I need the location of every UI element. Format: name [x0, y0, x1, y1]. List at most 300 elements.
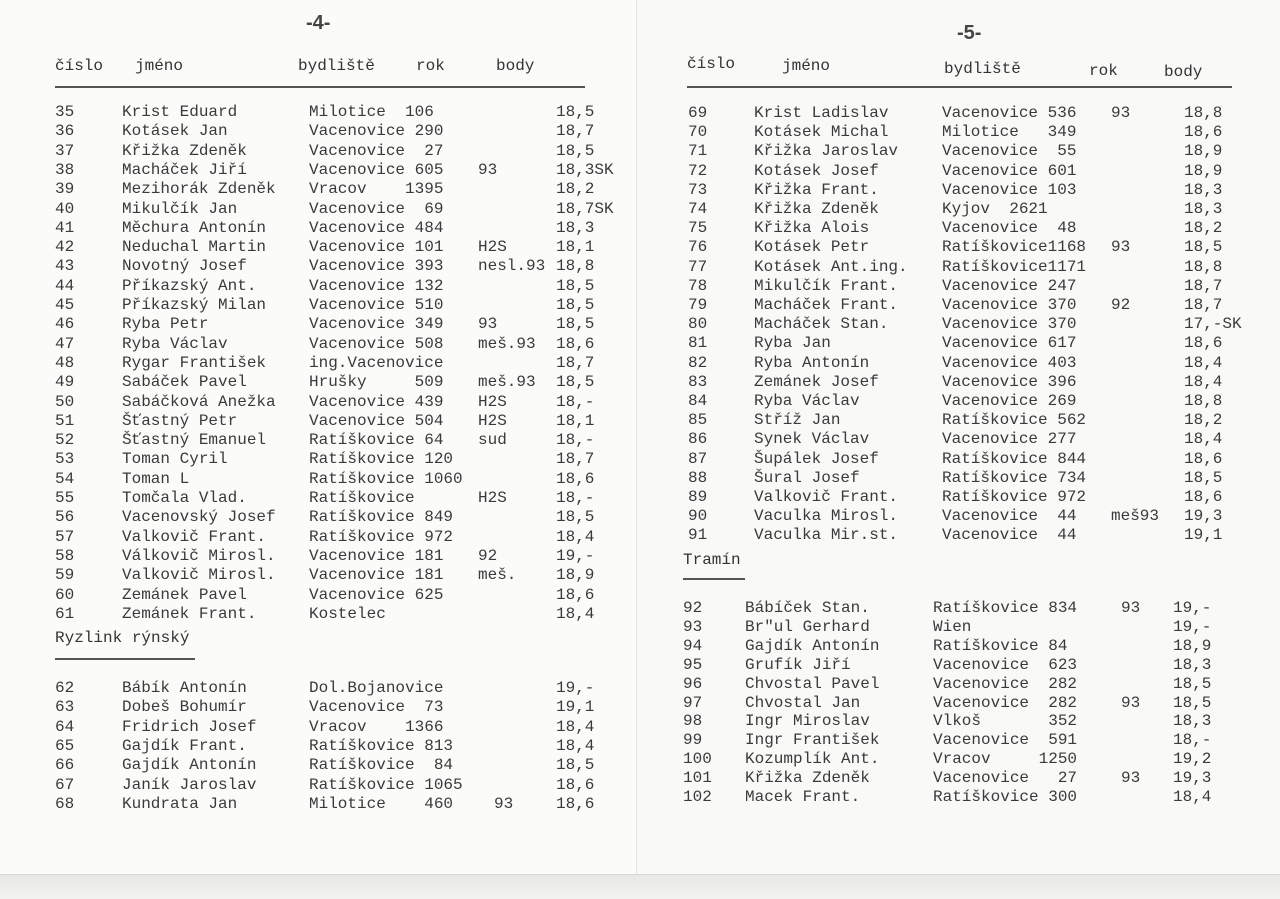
entry-residence: Wien — [933, 617, 972, 636]
entry-points: 18,5 — [556, 373, 595, 392]
entry-residence: ing.Vacenovice — [309, 353, 444, 372]
entry-name: Vaculka Mirosl. — [754, 507, 899, 526]
entry-points: 18,9 — [1173, 636, 1212, 655]
entry-name: Gajdík Frant. — [122, 736, 247, 755]
table-row — [637, 694, 1280, 713]
table-row — [637, 469, 1280, 488]
entry-points: 19,- — [1173, 617, 1212, 636]
table-row — [0, 315, 636, 334]
entry-number: 98 — [683, 712, 703, 731]
entry-name: Janík Jaroslav — [122, 775, 257, 794]
entry-name: Mikulčík Jan — [122, 199, 238, 218]
entry-points: 18,5 — [556, 276, 595, 295]
entry-name: Kozumplík Ant. — [745, 750, 880, 769]
entry-points: 18,3 — [556, 218, 595, 237]
table-row — [637, 123, 1280, 142]
entry-residence: Vacenovice 504 — [309, 411, 444, 430]
entry-name: Ingr Miroslav — [745, 712, 870, 731]
entry-residence: Vacenovice 282 — [933, 674, 1078, 693]
entry-year-note: sud — [478, 431, 507, 450]
table-row — [637, 258, 1280, 277]
entry-year-note: 92 — [478, 546, 498, 565]
entry-number: 67 — [55, 775, 75, 794]
entry-points: 18,5 — [1184, 468, 1223, 487]
section-rule — [683, 578, 745, 580]
entry-points: 18,- — [1173, 731, 1212, 750]
entry-number: 35 — [55, 103, 75, 121]
entry-residence: Ratíškovice 734 — [942, 468, 1087, 487]
table-row — [0, 737, 636, 756]
entry-points: 18,1 — [556, 411, 595, 430]
entry-residence: Vacenovice 605 — [309, 160, 444, 179]
entry-name: Macek Frant. — [745, 788, 861, 806]
entry-points: 18,7SK — [556, 199, 614, 218]
entry-year-note: 93 — [1111, 238, 1131, 257]
entry-points: 18,2 — [1184, 219, 1223, 238]
entry-residence: Vacenovice 484 — [309, 218, 444, 237]
table-row — [0, 586, 636, 605]
entry-year-note: H2S — [478, 411, 507, 430]
entry-residence: Vacenovice 247 — [942, 276, 1077, 295]
entry-residence: Ratíškovice1168 — [942, 238, 1087, 257]
entry-year-note: H2S — [478, 489, 507, 507]
entry-name: Dobeš Bohumír — [122, 698, 247, 717]
entry-residence: Ratíškovice 1065 — [309, 775, 463, 794]
entry-residence: Vacenovice 617 — [942, 334, 1077, 353]
entry-points: 18,8 — [556, 257, 595, 276]
table-row — [637, 769, 1280, 788]
entry-number: 57 — [55, 527, 75, 546]
entry-residence: Kostelec — [309, 604, 386, 623]
table-row — [637, 599, 1280, 618]
entry-points: 18,3 — [1184, 180, 1223, 199]
entry-name: Macháček Frant. — [754, 296, 899, 314]
entry-number: 69 — [688, 104, 708, 122]
left-page — [0, 0, 637, 898]
entry-name: Kotásek Michal — [754, 123, 889, 142]
table-row — [0, 528, 636, 547]
entry-residence: Vracov 1395 — [309, 180, 444, 199]
entry-residence: Vacenovice 103 — [942, 180, 1077, 199]
header-cislo: číslo — [55, 57, 104, 75]
entry-number: 51 — [55, 411, 75, 430]
header-rule — [55, 86, 585, 88]
entry-points: 17,-SK — [1184, 315, 1242, 334]
header-rok: rok — [1089, 62, 1118, 80]
entry-name: Valkovič Frant. — [122, 527, 267, 546]
entry-points: 19,- — [1173, 599, 1212, 617]
table-row — [0, 795, 636, 814]
entry-name: Ryba Petr — [122, 315, 209, 334]
entry-number: 94 — [683, 636, 703, 655]
entry-name: Bábíček Stan. — [745, 599, 870, 617]
entry-name: Rygar František — [122, 353, 267, 372]
entry-name: Kotásek Jan — [122, 122, 228, 141]
entry-number: 90 — [688, 507, 708, 526]
table-row — [637, 675, 1280, 694]
entry-residence: Vacenovice 508 — [309, 334, 444, 353]
entry-number: 101 — [683, 769, 712, 788]
table-row — [637, 277, 1280, 296]
entry-number: 62 — [55, 679, 75, 697]
page-number: -5- — [957, 22, 982, 44]
entry-name: Sabáčková Anežka — [122, 392, 276, 411]
table-row — [637, 488, 1280, 507]
entry-points: 19,3 — [1173, 769, 1212, 788]
table-row — [637, 296, 1280, 315]
table-row — [0, 431, 636, 450]
table-row — [0, 489, 636, 508]
entry-residence: Ratíškovice 849 — [309, 508, 454, 527]
entry-points: 18,- — [556, 489, 595, 507]
table-row — [637, 238, 1280, 257]
entry-points: 18,3 — [1173, 655, 1212, 674]
entry-name: Ingr František — [745, 731, 880, 750]
entry-points: 18,2 — [1184, 411, 1223, 430]
entry-number: 86 — [688, 430, 708, 449]
entry-residence: Vacenovice 181 — [309, 546, 444, 565]
entry-residence: Vacenovice 269 — [942, 392, 1077, 410]
header-rule — [687, 86, 1232, 88]
entry-points: 19,3 — [1184, 507, 1223, 526]
entry-points: 18,6 — [1184, 123, 1223, 142]
table-row — [637, 200, 1280, 219]
entry-year-note: meš.93 — [478, 373, 536, 392]
entry-year-note: 93 — [1121, 693, 1141, 712]
right-page — [637, 0, 1280, 898]
table-row — [637, 656, 1280, 675]
entry-number: 92 — [683, 599, 703, 617]
entry-points: 18,5 — [556, 103, 595, 121]
entry-number: 61 — [55, 604, 75, 623]
entry-number: 102 — [683, 788, 712, 806]
table-row — [0, 412, 636, 431]
entry-residence: Vacenovice 370 — [942, 315, 1077, 334]
entry-points: 19,- — [556, 679, 595, 697]
entry-residence: Milotice 460 — [309, 794, 454, 813]
entry-number: 43 — [55, 257, 75, 276]
entry-name: Vacenovský Josef — [122, 508, 276, 527]
entry-name: Valkovič Mirosl. — [122, 566, 276, 585]
table-row — [0, 566, 636, 585]
entry-residence: Vacenovice 349 — [309, 315, 444, 334]
entry-name: Mezihorák Zdeněk — [122, 180, 276, 199]
table-row — [637, 104, 1280, 123]
entry-number: 71 — [688, 142, 708, 161]
entry-points: 18,5 — [1184, 238, 1223, 257]
entry-year-note: 92 — [1111, 296, 1131, 314]
entry-residence: Vacenovice 132 — [309, 276, 444, 295]
table-row — [637, 507, 1280, 526]
table-row — [637, 162, 1280, 181]
entry-name: Macháček Jiří — [122, 160, 247, 179]
table-row — [637, 354, 1280, 373]
table-row — [0, 277, 636, 296]
entry-residence: Vacenovice 623 — [933, 655, 1078, 674]
entry-residence: Vacenovice 393 — [309, 257, 444, 276]
entry-residence: Milotice 106 — [309, 103, 434, 121]
entry-residence: Ratíškovice 120 — [309, 450, 454, 469]
entry-points: 18,4 — [556, 604, 595, 623]
entry-points: 18,7 — [556, 122, 595, 141]
entry-points: 18,7 — [1184, 296, 1223, 314]
entry-residence: Vacenovice 536 — [942, 104, 1077, 122]
entry-points: 18,6 — [1184, 334, 1223, 353]
entry-number: 37 — [55, 141, 75, 160]
entry-name: Br"ul Gerhard — [745, 617, 870, 636]
entry-residence: Ratíškovice 84 — [933, 636, 1068, 655]
entry-name: Kundrata Jan — [122, 794, 238, 813]
entry-points: 18,2 — [556, 180, 595, 199]
entry-points: 18,5 — [556, 315, 595, 334]
entry-name: Křižka Alois — [754, 219, 870, 238]
table-row — [0, 470, 636, 489]
entry-residence: Hrušky 509 — [309, 373, 444, 392]
entry-number: 59 — [55, 566, 75, 585]
entry-year-note: meš. — [478, 566, 517, 585]
table-row — [0, 679, 636, 698]
page-edge-shadow — [0, 874, 1280, 899]
entry-name: Zemánek Josef — [754, 372, 879, 391]
entry-residence: Vacenovice 44 — [942, 526, 1077, 545]
entry-name: Chvostal Pavel — [745, 674, 880, 693]
section-rule — [55, 658, 195, 660]
entry-points: 18,7 — [1184, 276, 1223, 295]
entry-number: 81 — [688, 334, 708, 353]
entry-number: 68 — [55, 794, 75, 813]
entry-residence: Vacenovice 27 — [309, 141, 444, 160]
table-row — [0, 122, 636, 141]
table-row — [0, 257, 636, 276]
entry-points: 18,6 — [1184, 449, 1223, 468]
entry-name: Křižka Zdeněk — [122, 141, 247, 160]
entry-points: 18,- — [556, 431, 595, 450]
entry-points: 18,9 — [556, 566, 595, 585]
entry-number: 82 — [688, 353, 708, 372]
entry-number: 99 — [683, 731, 703, 750]
entry-name: Bábík Antonín — [122, 679, 247, 697]
table-row — [0, 200, 636, 219]
table-row — [0, 161, 636, 180]
entry-name: Gajdík Antonín — [745, 636, 880, 655]
entry-name: Křižka Zdeněk — [754, 200, 879, 218]
entry-residence: Ratíškovice 834 — [933, 599, 1078, 617]
entry-residence: Ratíškovice 84 — [309, 756, 454, 775]
entry-number: 87 — [688, 449, 708, 468]
entry-residence: Ratíškovice 64 — [309, 431, 444, 450]
table-row — [637, 637, 1280, 656]
table-row — [637, 334, 1280, 353]
entry-points: 19,2 — [1173, 750, 1212, 769]
table-row — [637, 618, 1280, 637]
entry-residence: Vacenovice 48 — [942, 219, 1077, 238]
table-row — [0, 142, 636, 161]
table-row — [637, 430, 1280, 449]
table-row — [0, 354, 636, 373]
entry-year-note: H2S — [478, 392, 507, 411]
entry-name: Ryba Antonín — [754, 353, 870, 372]
entry-residence: Ratíškovice 972 — [942, 488, 1087, 506]
entry-residence: Ratíškovice 972 — [309, 527, 454, 546]
entry-points: 18,5 — [556, 296, 595, 314]
entry-name: Novotný Josef — [122, 257, 247, 276]
entry-number: 95 — [683, 655, 703, 674]
entry-points: 18,4 — [1184, 353, 1223, 372]
entry-residence: Vacenovice 27 — [933, 769, 1078, 788]
entry-name: Grufík Jiří — [745, 655, 851, 674]
header-body: body — [496, 57, 535, 75]
entry-points: 18,8 — [1184, 104, 1223, 122]
entry-year-note: 93 — [1111, 104, 1131, 122]
entry-residence: Vacenovice 181 — [309, 566, 444, 585]
entry-number: 38 — [55, 160, 75, 179]
entry-points: 19,1 — [1184, 526, 1223, 545]
entry-residence: Vacenovice 69 — [309, 199, 444, 218]
entry-number: 97 — [683, 693, 703, 712]
entry-residence: Dol.Bojanovice — [309, 679, 444, 697]
table-row — [637, 373, 1280, 392]
entry-number: 85 — [688, 411, 708, 430]
entry-points: 18,3SK — [556, 160, 614, 179]
entry-name: Kotásek Josef — [754, 161, 879, 180]
header-jmeno: jméno — [135, 57, 184, 75]
entry-name: Zemánek Frant. — [122, 604, 257, 623]
entry-name: Křižka Zdeněk — [745, 769, 870, 788]
entry-name: Chvostal Jan — [745, 693, 861, 712]
section-title: Tramín — [683, 551, 741, 569]
entry-name: Příkazský Milan — [122, 296, 267, 314]
table-row — [637, 788, 1280, 807]
entry-points: 18,4 — [556, 527, 595, 546]
entry-number: 41 — [55, 218, 75, 237]
entry-points: 18,6 — [556, 585, 595, 604]
entry-residence: Kyjov 2621 — [942, 200, 1048, 218]
entry-name: Křižka Jaroslav — [754, 142, 899, 161]
table-row — [0, 698, 636, 717]
entry-number: 39 — [55, 180, 75, 199]
entry-residence: Ratíškovice 1060 — [309, 469, 463, 488]
entry-number: 49 — [55, 373, 75, 392]
header-rok: rok — [416, 57, 445, 75]
entry-number: 83 — [688, 372, 708, 391]
entry-residence: Vacenovice 290 — [309, 122, 444, 141]
entry-number: 88 — [688, 468, 708, 487]
entry-number: 100 — [683, 750, 712, 769]
entry-number: 52 — [55, 431, 75, 450]
entry-number: 58 — [55, 546, 75, 565]
table-row — [0, 296, 636, 315]
entry-points: 18,8 — [1184, 392, 1223, 410]
entry-residence: Ratíškovice 300 — [933, 788, 1078, 806]
entry-number: 75 — [688, 219, 708, 238]
entry-residence: Vacenovice 101 — [309, 238, 444, 257]
entry-name: Neduchal Martin — [122, 238, 267, 257]
entry-name: Šural Josef — [754, 468, 860, 487]
entry-residence: Ratíškovice 813 — [309, 736, 454, 755]
entry-number: 72 — [688, 161, 708, 180]
table-row — [0, 219, 636, 238]
entry-year-note: 93 — [1121, 599, 1141, 617]
entry-number: 48 — [55, 353, 75, 372]
entry-residence: Ratíškovice 844 — [942, 449, 1087, 468]
entry-name: Ryba Václav — [122, 334, 228, 353]
entry-points: 18,7 — [556, 353, 595, 372]
entry-name: Valkovič Frant. — [754, 488, 899, 506]
entry-name: Kotásek Ant.ing. — [754, 257, 908, 276]
table-row — [637, 181, 1280, 200]
entry-points: 18,5 — [556, 508, 595, 527]
entry-points: 18,4 — [556, 736, 595, 755]
page-number: -4- — [306, 12, 331, 34]
entry-residence: Vacenovice 55 — [942, 142, 1077, 161]
entry-name: Sabáček Pavel — [122, 373, 247, 392]
entry-name: Gajdík Antonín — [122, 756, 257, 775]
entry-residence: Ratíškovice 562 — [942, 411, 1087, 430]
entry-points: 18,4 — [1173, 788, 1212, 806]
table-row — [637, 731, 1280, 750]
entry-residence: Vacenovice 370 — [942, 296, 1077, 314]
entry-residence: Vracov 1250 — [933, 750, 1078, 769]
table-row — [0, 718, 636, 737]
entry-number: 91 — [688, 526, 708, 545]
entry-year-note: nesl.93 — [478, 257, 546, 276]
entry-name: Ryba Jan — [754, 334, 831, 353]
section-title: Ryzlink rýnský — [55, 629, 190, 647]
entry-residence: Vacenovice 591 — [933, 731, 1078, 750]
entry-year-note: 93 — [494, 794, 514, 813]
entry-name: Krist Ladislav — [754, 104, 889, 122]
table-row — [637, 750, 1280, 769]
entry-points: 18,5 — [1173, 674, 1212, 693]
header-jmeno: jméno — [782, 57, 831, 75]
entry-year-note: 93 — [1121, 769, 1141, 788]
entry-number: 74 — [688, 200, 708, 218]
table-row — [0, 238, 636, 257]
entry-number: 76 — [688, 238, 708, 257]
entry-points: 18,4 — [556, 717, 595, 736]
entry-name: Toman Cyril — [122, 450, 228, 469]
entry-residence: Vacenovice 44 — [942, 507, 1077, 526]
table-row — [637, 142, 1280, 161]
entry-number: 45 — [55, 296, 75, 314]
entry-number: 70 — [688, 123, 708, 142]
entry-number: 78 — [688, 276, 708, 295]
entry-name: Kotásek Petr — [754, 238, 870, 257]
entry-name: Fridrich Josef — [122, 717, 257, 736]
table-row — [637, 219, 1280, 238]
entry-name: Synek Václav — [754, 430, 870, 449]
table-row — [637, 712, 1280, 731]
entry-name: Krist Eduard — [122, 103, 238, 121]
entry-number: 64 — [55, 717, 75, 736]
entry-residence: Vacenovice 439 — [309, 392, 444, 411]
table-row — [0, 373, 636, 392]
entry-points: 18,3 — [1173, 712, 1212, 731]
table-row — [0, 335, 636, 354]
entry-points: 19,1 — [556, 698, 595, 717]
entry-residence: Vacenovice 510 — [309, 296, 444, 314]
entry-number: 77 — [688, 257, 708, 276]
entry-year-note: meš.93 — [478, 334, 536, 353]
entry-name: Macháček Stan. — [754, 315, 889, 334]
entry-name: Měchura Antonín — [122, 218, 267, 237]
entry-name: Mikulčík Frant. — [754, 276, 899, 295]
entry-number: 36 — [55, 122, 75, 141]
entry-residence: Vacenovice 601 — [942, 161, 1077, 180]
entry-points: 18,6 — [556, 775, 595, 794]
entry-residence: Vacenovice 73 — [309, 698, 444, 717]
entry-number: 40 — [55, 199, 75, 218]
